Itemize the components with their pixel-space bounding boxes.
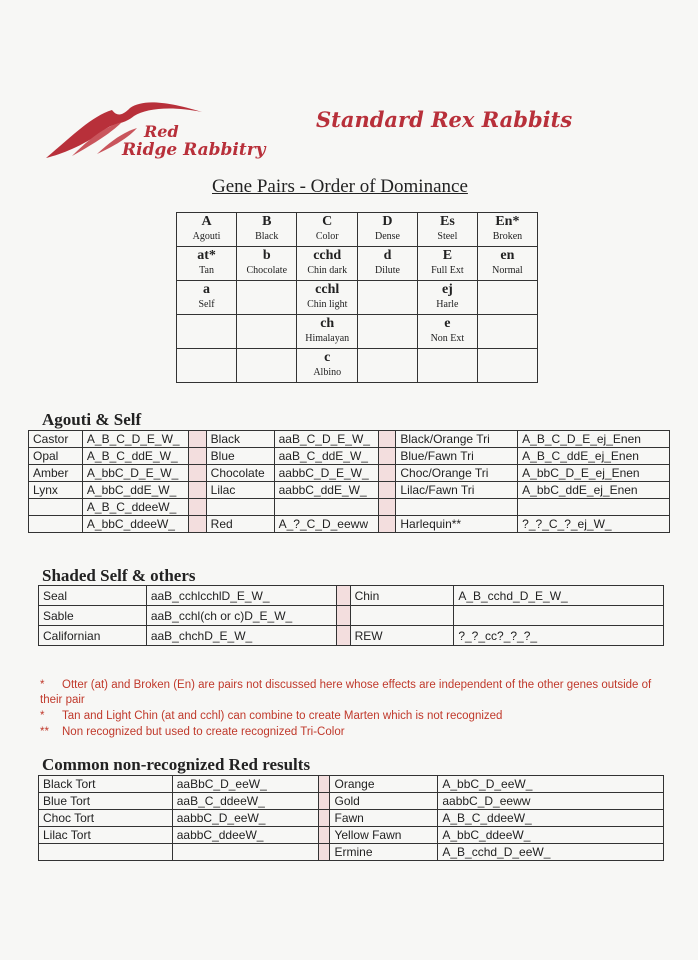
- gene-symbol: e: [444, 316, 451, 331]
- gene-symbol: ej: [441, 282, 453, 297]
- table-cell: aaB_C_D_E_W_: [274, 431, 378, 448]
- footnote-text: Otter (at) and Broken (En) are pairs not discussed here whose effects are independent of the other genes outside of their pair: [40, 679, 652, 706]
- table-cell: [396, 499, 518, 516]
- gene-name: Agouti: [192, 231, 221, 242]
- table-cell: REW: [350, 626, 454, 646]
- spacer-cell: [188, 482, 206, 499]
- dominance-cell: [417, 315, 477, 349]
- table-row: [39, 827, 664, 844]
- page-title: Standard Rex Rabbits: [316, 107, 573, 132]
- table-row: [29, 482, 670, 499]
- table-cell: A_B_C_ddeeW_: [438, 810, 664, 827]
- gene-symbol: C: [322, 214, 333, 229]
- dominance-cell: [297, 349, 358, 383]
- table-cell: Red: [206, 516, 274, 533]
- table-cell: Black Tort: [39, 776, 173, 793]
- dominance-cell: [417, 349, 477, 383]
- gene-name: Full Ext: [431, 265, 464, 276]
- gene-name: Broken: [492, 231, 523, 242]
- spacer-cell: [336, 606, 350, 626]
- table-row: [29, 499, 670, 516]
- table-cell: A_B_C_ddeeW_: [82, 499, 188, 516]
- spacer-cell: [318, 810, 330, 827]
- footnote: [40, 725, 660, 740]
- table-cell: aabbC_ddE_W_: [274, 482, 378, 499]
- table-cell: Choc/Orange Tri: [396, 465, 518, 482]
- dominance-cell: [237, 213, 297, 247]
- gene-symbol: cchd: [313, 248, 342, 263]
- table-cell: aaB_C_ddE_W_: [274, 448, 378, 465]
- table-cell: A_bbC_D_eeW_: [438, 776, 664, 793]
- table-cell: aaB_C_ddeeW_: [172, 793, 318, 810]
- gene-symbol: at*: [197, 248, 216, 263]
- table-cell: Ermine: [330, 844, 438, 861]
- table-cell: Lilac: [206, 482, 274, 499]
- footnote-text: Non recognized but used to create recognized Tri-Color: [62, 726, 345, 738]
- dominance-cell: [237, 315, 297, 349]
- table-cell: A_bbC_ddeeW_: [82, 516, 188, 533]
- gene-name: Black: [255, 231, 279, 242]
- spacer-cell: [378, 499, 396, 516]
- spacer-cell: [318, 776, 330, 793]
- red-results-table: [38, 775, 664, 861]
- gene-name: Harle: [436, 299, 459, 310]
- table-cell: Lilac Tort: [39, 827, 173, 844]
- table-cell: Castor: [29, 431, 83, 448]
- table-row: [39, 793, 664, 810]
- footnote: [40, 709, 660, 724]
- table-cell: A_bbC_ddE_W_: [82, 482, 188, 499]
- dominance-row: [177, 315, 538, 349]
- spacer-cell: [318, 793, 330, 810]
- table-cell: A_B_C_ddE_W_: [82, 448, 188, 465]
- gene-name: Dense: [374, 231, 400, 242]
- table-cell: aaB_cchlcchlD_E_W_: [146, 586, 336, 606]
- gene-symbol: Es: [439, 214, 455, 229]
- dominance-cell: [357, 281, 417, 315]
- table-cell: aabbC_ddeeW_: [172, 827, 318, 844]
- table-cell: A_B_cchd_D_E_W_: [454, 586, 664, 606]
- table-cell: A_B_C_D_E_W_: [82, 431, 188, 448]
- gene-name: Albino: [313, 367, 342, 378]
- spacer-cell: [318, 844, 330, 861]
- spacer-cell: [336, 586, 350, 606]
- table-cell: aaB_chchD_E_W_: [146, 626, 336, 646]
- spacer-cell: [378, 482, 396, 499]
- table-cell: Fawn: [330, 810, 438, 827]
- dominance-table: [176, 212, 538, 383]
- footnote-mark: **: [40, 726, 49, 738]
- spacer-cell: [188, 465, 206, 482]
- table-cell: [518, 499, 670, 516]
- gene-name: Himalayan: [305, 333, 350, 344]
- dominance-cell: [477, 281, 537, 315]
- gene-name: Self: [198, 299, 215, 310]
- footnote-text: Tan and Light Chin (at and cchl) can combine to create Marten which is not recognized: [62, 710, 503, 722]
- dominance-cell: [297, 213, 358, 247]
- dominance-cell: [477, 247, 537, 281]
- gene-name: Steel: [437, 231, 458, 242]
- table-cell: Blue Tort: [39, 793, 173, 810]
- table-cell: Chocolate: [206, 465, 274, 482]
- dominance-cell: [417, 213, 477, 247]
- table-row: [39, 626, 664, 646]
- table-row: [39, 776, 664, 793]
- page-subtitle: Gene Pairs - Order of Dominance: [212, 176, 468, 197]
- spacer-cell: [378, 465, 396, 482]
- table-row: [39, 606, 664, 626]
- table-cell: aaBbC_D_eeW_: [172, 776, 318, 793]
- dominance-cell: [177, 315, 237, 349]
- table-cell: Choc Tort: [39, 810, 173, 827]
- footnote-mark: *: [40, 679, 45, 691]
- table-cell: ?_?_C_?_ej_W_: [518, 516, 670, 533]
- dominance-cell: [477, 315, 537, 349]
- logo-line2: Ridge Rabbitry: [122, 140, 266, 160]
- table-cell: Blue/Fawn Tri: [396, 448, 518, 465]
- spacer-cell: [378, 431, 396, 448]
- table-cell: A_bbC_ddeeW_: [438, 827, 664, 844]
- dominance-cell: [177, 349, 237, 383]
- dominance-cell: [357, 349, 417, 383]
- dominance-cell: [357, 247, 417, 281]
- table-cell: Opal: [29, 448, 83, 465]
- gene-symbol: A: [201, 214, 212, 229]
- dominance-cell: [177, 281, 237, 315]
- table-cell: Blue: [206, 448, 274, 465]
- table-cell: aabbC_D_eeW_: [172, 810, 318, 827]
- table-cell: Black/Orange Tri: [396, 431, 518, 448]
- table-cell: aaB_cchl(ch or c)D_E_W_: [146, 606, 336, 626]
- gene-name: Chocolate: [246, 265, 288, 276]
- dominance-cell: [477, 213, 537, 247]
- footnote: [40, 678, 660, 708]
- dominance-cell: [357, 213, 417, 247]
- spacer-cell: [188, 448, 206, 465]
- dominance-cell: [357, 315, 417, 349]
- table-cell: [454, 606, 664, 626]
- agouti-self-title: Agouti & Self: [42, 410, 142, 429]
- spacer-cell: [188, 516, 206, 533]
- dominance-cell: [237, 247, 297, 281]
- dominance-cell: [417, 281, 477, 315]
- table-row: [29, 516, 670, 533]
- gene-symbol: c: [324, 350, 331, 365]
- table-cell: aabbC_D_E_W_: [274, 465, 378, 482]
- table-cell: [29, 499, 83, 516]
- spacer-cell: [188, 499, 206, 516]
- gene-name: Color: [315, 231, 339, 242]
- gene-symbol: B: [262, 214, 272, 229]
- table-cell: A_?_C_D_eeww: [274, 516, 378, 533]
- gene-symbol: E: [442, 248, 453, 263]
- dominance-cell: [177, 213, 237, 247]
- dominance-cell: [477, 349, 537, 383]
- table-cell: [274, 499, 378, 516]
- table-cell: Californian: [39, 626, 147, 646]
- table-cell: Yellow Fawn: [330, 827, 438, 844]
- dominance-cell: [177, 247, 237, 281]
- table-cell: A_B_C_ddE_ej_Enen: [518, 448, 670, 465]
- dominance-row: [177, 349, 538, 383]
- dominance-cell: [297, 315, 358, 349]
- table-cell: [350, 606, 454, 626]
- table-cell: ?_?_cc?_?_?_: [454, 626, 664, 646]
- gene-name: Dilute: [374, 265, 400, 276]
- table-cell: [39, 844, 173, 861]
- gene-name: Non Ext: [430, 333, 465, 344]
- logo-line1: Red: [144, 122, 179, 141]
- table-cell: A_bbC_D_E_W_: [82, 465, 188, 482]
- dominance-row: [177, 213, 538, 247]
- table-cell: Seal: [39, 586, 147, 606]
- table-cell: Chin: [350, 586, 454, 606]
- table-cell: Orange: [330, 776, 438, 793]
- red-results-title: Common non-recognized Red results: [42, 755, 311, 774]
- spacer-cell: [336, 626, 350, 646]
- table-row: [29, 431, 670, 448]
- table-cell: A_bbC_ddE_ej_Enen: [518, 482, 670, 499]
- table-row: [39, 810, 664, 827]
- agouti-self-table: [28, 430, 670, 533]
- table-cell: [29, 516, 83, 533]
- table-cell: [172, 844, 318, 861]
- table-cell: aabbC_D_eeww: [438, 793, 664, 810]
- table-row: [39, 586, 664, 606]
- table-cell: Black: [206, 431, 274, 448]
- gene-symbol: d: [383, 248, 392, 263]
- table-row: [29, 465, 670, 482]
- table-cell: Lynx: [29, 482, 83, 499]
- dominance-cell: [237, 281, 297, 315]
- footnotes: [40, 678, 660, 741]
- gene-symbol: a: [203, 282, 211, 297]
- footnote-mark: *: [40, 710, 45, 722]
- gene-symbol: cchl: [315, 282, 340, 297]
- gene-name: Chin dark: [307, 265, 348, 276]
- table-cell: Sable: [39, 606, 147, 626]
- table-cell: Gold: [330, 793, 438, 810]
- dominance-cell: [237, 349, 297, 383]
- gene-name: Chin light: [307, 299, 348, 310]
- spacer-cell: [188, 431, 206, 448]
- table-cell: Lilac/Fawn Tri: [396, 482, 518, 499]
- dominance-row: [177, 281, 538, 315]
- dominance-cell: [297, 247, 358, 281]
- gene-symbol: b: [262, 248, 271, 263]
- gene-name: Normal: [492, 265, 523, 276]
- table-row: [29, 448, 670, 465]
- gene-symbol: ch: [320, 316, 335, 331]
- dominance-cell: [297, 281, 358, 315]
- gene-name: Tan: [199, 265, 214, 276]
- shaded-title: Shaded Self & others: [42, 566, 196, 585]
- dominance-row: [177, 247, 538, 281]
- table-row: [39, 844, 664, 861]
- dominance-cell: [417, 247, 477, 281]
- shaded-table: [38, 585, 664, 646]
- gene-symbol: en: [500, 248, 515, 263]
- spacer-cell: [318, 827, 330, 844]
- table-cell: A_B_cchd_D_eeW_: [438, 844, 664, 861]
- gene-symbol: En*: [495, 214, 520, 229]
- spacer-cell: [378, 516, 396, 533]
- spacer-cell: [378, 448, 396, 465]
- gene-symbol: D: [382, 214, 393, 229]
- table-cell: [206, 499, 274, 516]
- table-cell: A_B_C_D_E_ej_Enen: [518, 431, 670, 448]
- table-cell: A_bbC_D_E_ej_Enen: [518, 465, 670, 482]
- table-cell: Harlequin**: [396, 516, 518, 533]
- table-cell: Amber: [29, 465, 83, 482]
